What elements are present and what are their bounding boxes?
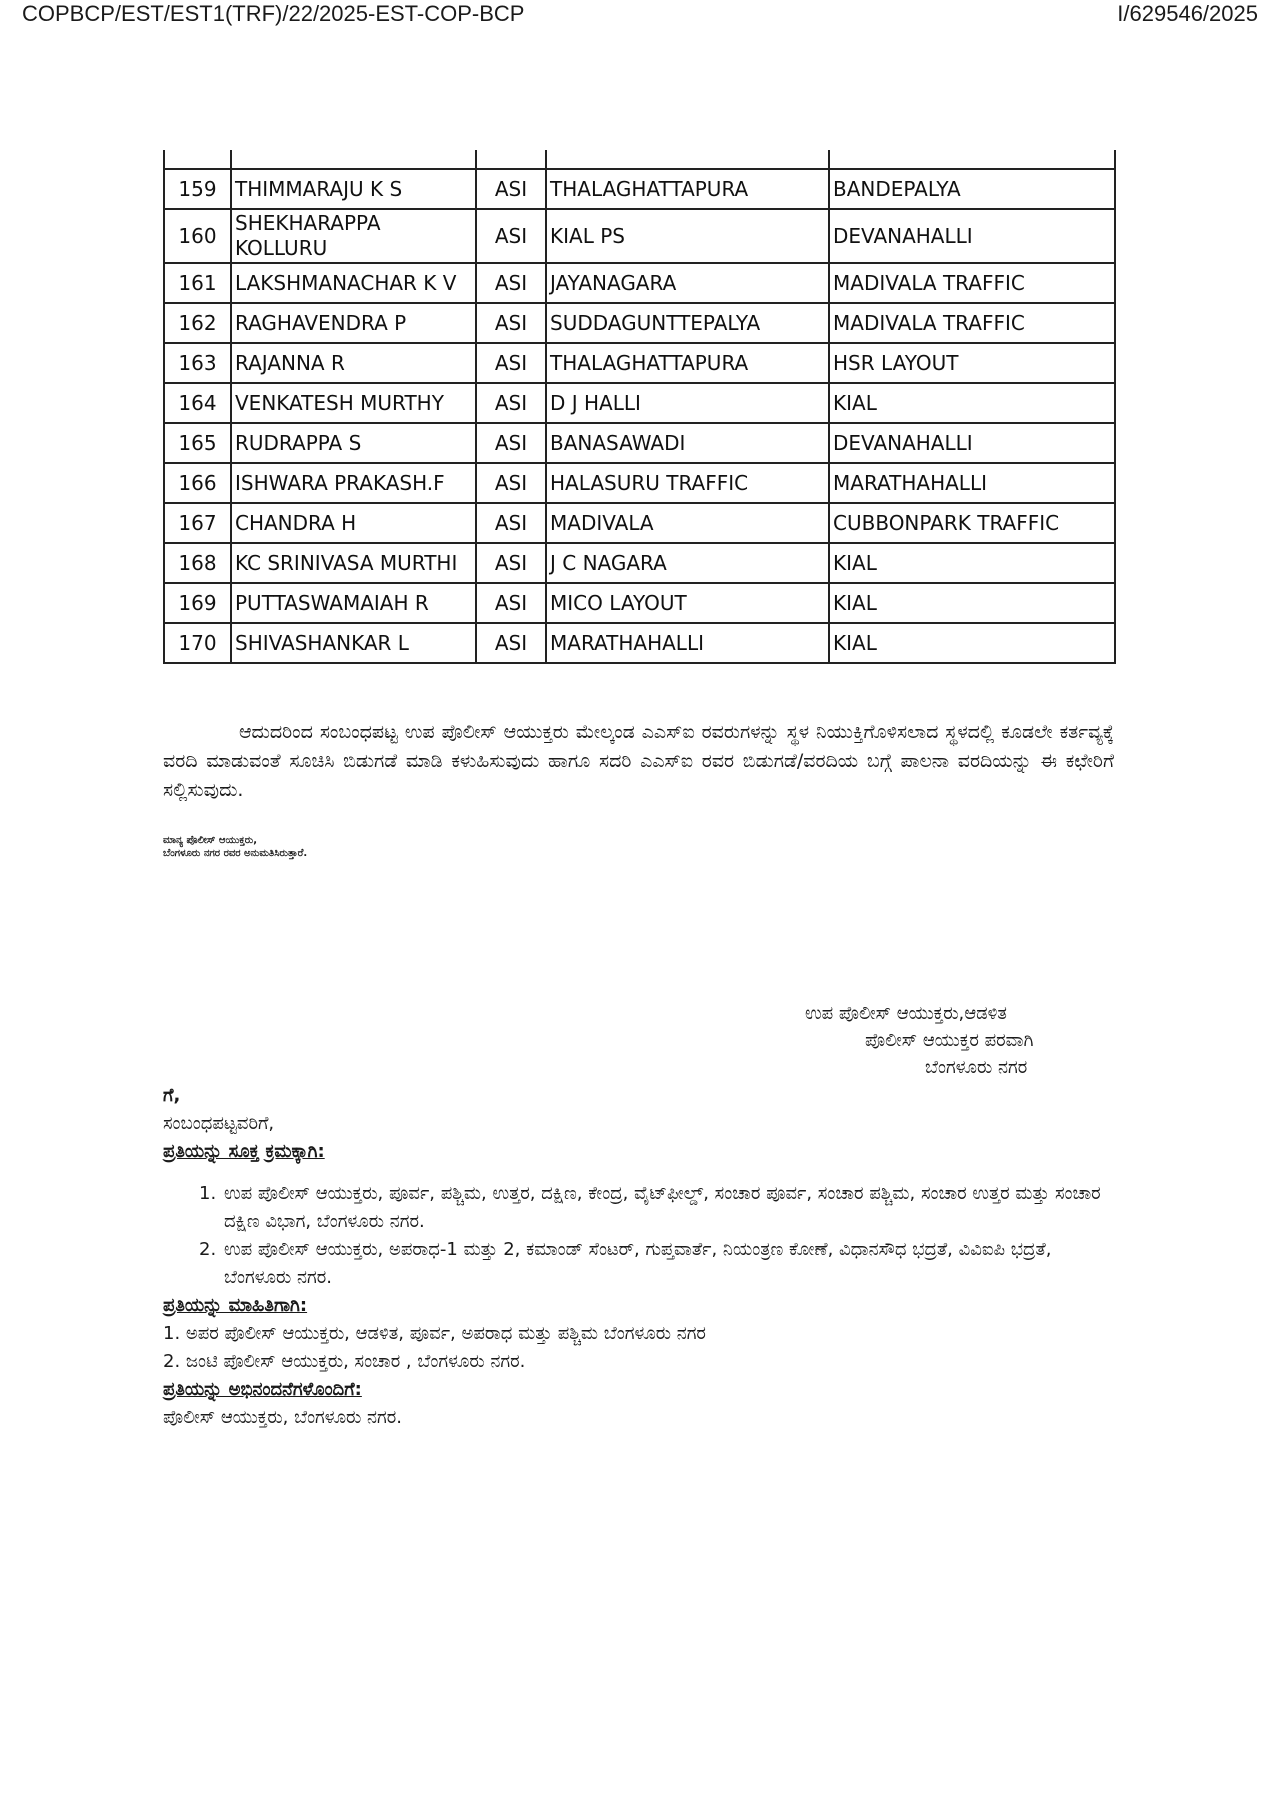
signatory-title: ಉಪ ಪೊಲೀಸ್ ಆಯುಕ್ತರು,ಆಡಳಿತ <box>805 1003 1007 1024</box>
to-station: BANDEPALYA <box>829 169 1115 209</box>
officer-name: THIMMARAJU K S <box>231 169 476 209</box>
copy-info-heading: ಪ್ರತಿಯನ್ನು ಮಾಹಿತಿಗಾಗಿ: <box>163 1295 308 1316</box>
officer-rank: ASI <box>476 543 546 583</box>
to-station: DEVANAHALLI <box>829 209 1115 263</box>
table-row <box>164 423 1115 463</box>
to-station: MADIVALA TRAFFIC <box>829 263 1115 303</box>
signature-block <box>760 1000 1100 1081</box>
table-row <box>164 383 1115 423</box>
to-station: MADIVALA TRAFFIC <box>829 303 1115 343</box>
officer-name: CHANDRA H <box>231 503 476 543</box>
officer-rank: ASI <box>476 503 546 543</box>
table-row <box>164 503 1115 543</box>
serial-number: 168 <box>164 543 231 583</box>
to-station: HSR LAYOUT <box>829 343 1115 383</box>
table-row <box>164 543 1115 583</box>
officer-rank: ASI <box>476 169 546 209</box>
to-station: KIAL <box>829 383 1115 423</box>
officer-name: ISHWARA PRAKASH.F <box>231 463 476 503</box>
from-station: BANASAWADI <box>546 423 829 463</box>
serial-number: 159 <box>164 169 231 209</box>
table-row <box>164 169 1115 209</box>
list-item: 2. ಜಂಟಿ ಪೊಲೀಸ್ ಆಯುಕ್ತರು, ಸಂಚಾರ , ಬೆಂಗಳೂರು ನಗರ. <box>163 1351 526 1372</box>
to-station: KIAL <box>829 543 1115 583</box>
to-station: KIAL <box>829 623 1115 663</box>
officer-name: PUTTASWAMAIAH R <box>231 583 476 623</box>
officer-name: RAGHAVENDRA P <box>231 303 476 343</box>
to-station: DEVANAHALLI <box>829 423 1115 463</box>
officer-rank: ASI <box>476 303 546 343</box>
signatory-on-behalf: ಪೊಲೀಸ್ ಆಯುಕ್ತರ ಪರವಾಗಿ <box>865 1030 1034 1051</box>
copy-action-list <box>163 1180 1123 1292</box>
serial-number: 161 <box>164 263 231 303</box>
serial-number: 165 <box>164 423 231 463</box>
from-station: JAYANAGARA <box>546 263 829 303</box>
list-item-number: 1. <box>199 1183 217 1204</box>
table-row <box>164 343 1115 383</box>
officer-name: SHEKHARAPPA KOLLURU <box>231 209 476 263</box>
list-item-number: 2. <box>199 1239 217 1260</box>
officer-name: KC SRINIVASA MURTHI <box>231 543 476 583</box>
to-station: MARATHAHALLI <box>829 463 1115 503</box>
table-row <box>164 623 1115 663</box>
file-number: COPBCP/EST/EST1(TRF)/22/2025-EST-COP-BCP <box>22 1 525 26</box>
officer-rank: ASI <box>476 263 546 303</box>
copy-regards-recipient: ಪೊಲೀಸ್ ಆಯುಕ್ತರು, ಬೆಂಗಳೂರು ನಗರ. <box>163 1407 403 1428</box>
serial-number: 164 <box>164 383 231 423</box>
list-item: 1. ಅಪರ ಪೊಲೀಸ್ ಆಯುಕ್ತರು, ಆಡಳಿತ, ಪೂರ್ವ, ಅಪರಾಧ ಮತ್ತು ಪಶ್ಚಿಮ ಬೆಂಗಳೂರು ನಗರ <box>163 1323 706 1344</box>
list-item-text: ಉಪ ಪೊಲೀಸ್ ಆಯುಕ್ತರು, ಅಪರಾಧ-1 ಮತ್ತು 2, ಕಮಾಂಡ್ ಸೆಂಟರ್, ಗುಪ್ತವಾರ್ತೆ, ನಿಯಂತ್ರಣ ಕೋಣೆ, ವಿಧಾನಸೌಧ ಭದ್ರತೆ, ವಿವಿಐಪಿ ಭದ್ರತೆ, ಬೆಂಗಳೂರು ನಗರ. <box>224 1239 1052 1288</box>
approval-line: ಬೆಂಗಳೂರು ನಗರ ರವರ ಅನುಮತಿಸಿರುತ್ತಾರೆ. <box>163 848 308 859</box>
officer-rank: ASI <box>476 383 546 423</box>
serial-number: 167 <box>164 503 231 543</box>
to-station: KIAL <box>829 583 1115 623</box>
from-station: THALAGHATTAPURA <box>546 169 829 209</box>
table-row <box>164 209 1115 263</box>
from-station: THALAGHATTAPURA <box>546 343 829 383</box>
table-row-continued <box>164 150 1115 169</box>
officer-name: VENKATESH MURTHY <box>231 383 476 423</box>
officer-name: SHIVASHANKAR L <box>231 623 476 663</box>
copy-regards-heading: ಪ್ರತಿಯನ್ನು ಅಭಿನಂದನೆಗಳೊಂದಿಗೆ: <box>163 1379 362 1400</box>
transfer-table <box>163 150 1116 664</box>
officer-name: RUDRAPPA S <box>231 423 476 463</box>
copy-action-heading: ಪ್ರತಿಯನ್ನು ಸೂಕ್ತ ಕ್ರಮಕ್ಕಾಗಿ: <box>163 1141 325 1162</box>
officer-rank: ASI <box>476 423 546 463</box>
officer-rank: ASI <box>476 623 546 663</box>
from-station: MARATHAHALLI <box>546 623 829 663</box>
table-row <box>164 463 1115 503</box>
officer-rank: ASI <box>476 463 546 503</box>
from-station: KIAL PS <box>546 209 829 263</box>
signatory-city: ಬೆಂಗಳೂರು ನಗರ <box>925 1057 1028 1078</box>
approval-note <box>163 834 307 860</box>
from-station: MICO LAYOUT <box>546 583 829 623</box>
recipients: ಸಂಬಂಧಪಟ್ಟವರಿಗೆ, <box>163 1113 275 1134</box>
from-station: D J HALLI <box>546 383 829 423</box>
officer-rank: ASI <box>476 343 546 383</box>
serial-number: 166 <box>164 463 231 503</box>
serial-number: 169 <box>164 583 231 623</box>
distribution-block <box>163 1082 1123 1432</box>
list-item <box>163 1236 1123 1292</box>
table-row <box>164 303 1115 343</box>
officer-rank: ASI <box>476 583 546 623</box>
list-item <box>163 1180 1123 1236</box>
officer-rank: ASI <box>476 209 546 263</box>
table-row <box>164 263 1115 303</box>
from-station: SUDDAGUNTTEPALYA <box>546 303 829 343</box>
serial-number: 170 <box>164 623 231 663</box>
list-item-text: ಉಪ ಪೊಲೀಸ್ ಆಯುಕ್ತರು, ಪೂರ್ವ, ಪಶ್ಚಿಮ, ಉತ್ತರ, ದಕ್ಷಿಣ, ಕೇಂದ್ರ, ವೈಟ್‌ಫೀಲ್ಡ್, ಸಂಚಾರ ಪೂರ್ವ, ಸಂಚಾರ ಪಶ್ಚಿಮ, ಸಂಚಾರ ಉತ್ತರ ಮತ್ತು ಸಂಚಾರ ದಕ್ಷಿಣ ವಿಭಾಗ, ಬೆಂಗಳೂರು ನಗರ. <box>224 1183 1101 1232</box>
serial-number: 163 <box>164 343 231 383</box>
to-station: CUBBONPARK TRAFFIC <box>829 503 1115 543</box>
salutation: ಗೆ, <box>163 1085 181 1106</box>
from-station: MADIVALA <box>546 503 829 543</box>
serial-number: 160 <box>164 209 231 263</box>
from-station: HALASURU TRAFFIC <box>546 463 829 503</box>
serial-number: 162 <box>164 303 231 343</box>
officer-name: RAJANNA R <box>231 343 476 383</box>
table-row <box>164 583 1115 623</box>
order-paragraph: ಆದುದರಿಂದ ಸಂಬಂಧಪಟ್ಟ ಉಪ ಪೊಲೀಸ್ ಆಯುಕ್ತರು ಮೇಲ್ಕಂಡ ಎಎಸ್ಐ ರವರುಗಳನ್ನು ಸ್ಥಳ ನಿಯುಕ್ತಿಗೊಳಿಸಲಾದ ಸ್ಥಳದಲ್ಲಿ ಕೂಡಲೇ ಕರ್ತವ್ಯಕ್ಕೆ ವರದಿ ಮಾಡುವಂತೆ ಸೂಚಿಸಿ ಬಿಡುಗಡೆ ಮಾಡಿ ಕಳುಹಿಸುವುದು ಹಾಗೂ ಸದರಿ ಎಎಸ್ಐ ರವರ ಬಿಡುಗಡೆ/ವರದಿಯ ಬಗ್ಗೆ ಪಾಲನಾ ವರದಿಯನ್ನು ಈ ಕಛೇರಿಗೆ ಸಲ್ಲಿಸುವುದು. <box>163 721 1114 801</box>
document-number: I/629546/2025 <box>1117 1 1258 26</box>
from-station: J C NAGARA <box>546 543 829 583</box>
officer-name: LAKSHMANACHAR K V <box>231 263 476 303</box>
approval-line: ಮಾನ್ಯ ಪೊಲೀಸ್ ಆಯುಕ್ತರು, <box>163 835 258 846</box>
